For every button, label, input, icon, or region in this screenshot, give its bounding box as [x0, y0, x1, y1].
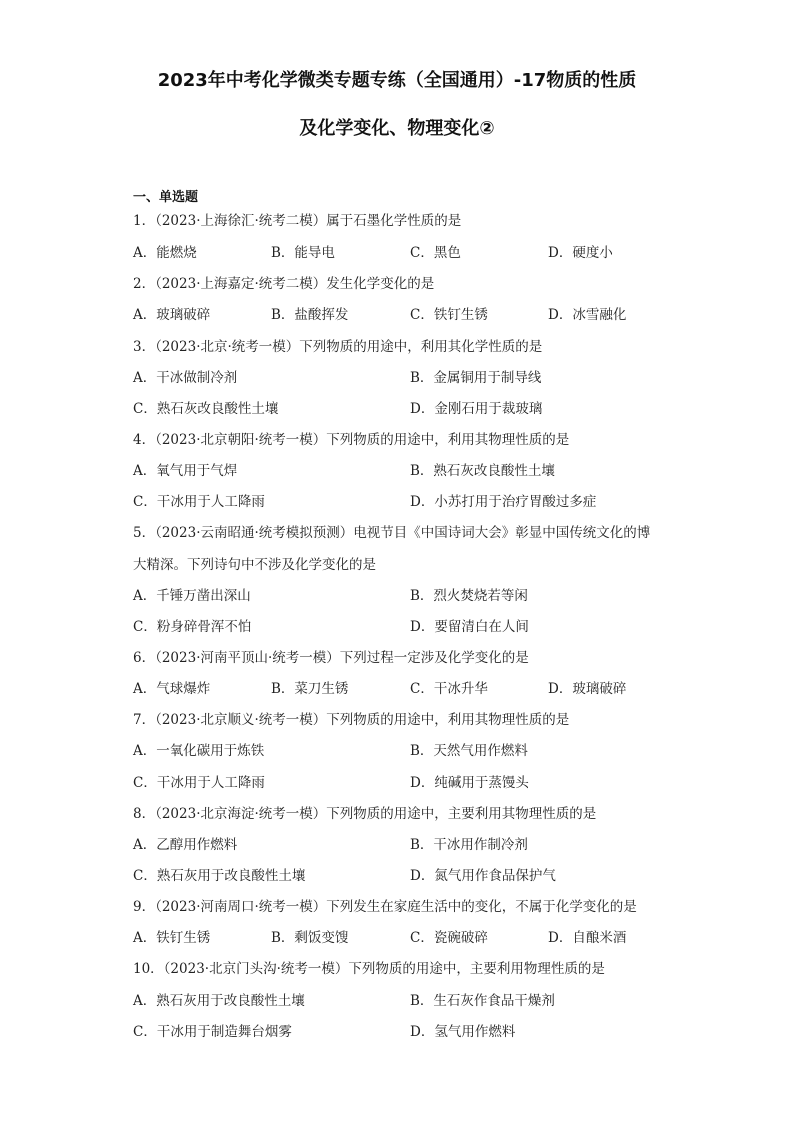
question-4-options-row-1 — [133, 461, 673, 481]
question-5-options-row-1 — [133, 586, 673, 606]
question-4-options-row-2 — [133, 492, 673, 512]
question-9-option-c[interactable]: C．瓷碗破碎 — [410, 930, 488, 946]
question-8-option-b[interactable]: B．干冰用作制冷剂 — [410, 837, 528, 853]
question-7-options-row-2 — [133, 773, 673, 793]
question-3-option-c[interactable]: C．熟石灰改良酸性土壤 — [133, 401, 279, 417]
question-6-option-b[interactable]: B．菜刀生锈 — [271, 681, 349, 697]
question-7-options-row-1 — [133, 741, 673, 761]
question-8-option-a[interactable]: A．乙醇用作燃料 — [133, 837, 238, 853]
question-4-option-b[interactable]: B．熟石灰改良酸性土壤 — [410, 463, 555, 479]
section-heading: 一、单选题 — [133, 190, 199, 205]
question-3-options-row-1 — [133, 368, 673, 388]
question-4-option-c[interactable]: C．干冰用于人工降雨 — [133, 494, 265, 510]
question-1-option-d[interactable]: D．硬度小 — [548, 245, 613, 261]
question-10-option-b[interactable]: B．生石灰作食品干燥剂 — [410, 993, 555, 1009]
question-7-option-a[interactable]: A．一氧化碳用于炼铁 — [133, 743, 265, 759]
question-4-option-a[interactable]: A．氧气用于气焊 — [133, 463, 238, 479]
question-9-option-a[interactable]: A．铁钉生锈 — [133, 930, 211, 946]
question-2-option-b[interactable]: B．盐酸挥发 — [271, 307, 349, 323]
question-1-options — [133, 243, 673, 263]
question-5-option-a[interactable]: A．千锤万凿出深山 — [133, 588, 251, 604]
question-10-option-a[interactable]: A．熟石灰用于改良酸性土壤 — [133, 993, 305, 1009]
question-5-option-c[interactable]: C．粉身碎骨浑不怕 — [133, 619, 252, 635]
question-6-option-d[interactable]: D．玻璃破碎 — [548, 681, 627, 697]
question-4-option-d[interactable]: D．小苏打用于治疗胃酸过多症 — [410, 494, 597, 510]
question-8-options-row-2 — [133, 866, 673, 886]
question-3-stem: 3．（2023·北京·统考一模）下列物质的用途中，利用其化学性质的是 — [133, 339, 543, 355]
question-5-option-d[interactable]: D．要留清白在人间 — [410, 619, 529, 635]
question-9-options — [133, 928, 673, 948]
question-5-stem-line-1: 5．（2023·云南昭通·统考模拟预测）电视节目《中国诗词大会》彰显中国传统文化的博 — [133, 525, 651, 541]
question-5-option-b[interactable]: B．烈火焚烧若等闲 — [410, 588, 528, 604]
question-2-options — [133, 305, 673, 325]
document-title-line-1: 2023年中考化学微类专题专练（全国通用）-17物质的性质 — [157, 70, 637, 91]
question-6-options — [133, 679, 673, 699]
question-6-stem: 6．（2023·河南平顶山·统考一模）下列过程一定涉及化学变化的是 — [133, 650, 529, 666]
question-3-options-row-2 — [133, 399, 673, 419]
question-6-option-c[interactable]: C．干冰升华 — [410, 681, 488, 697]
question-10-option-d[interactable]: D．氢气用作燃料 — [410, 1024, 516, 1040]
question-3-option-d[interactable]: D．金刚石用于裁玻璃 — [410, 401, 543, 417]
question-1-option-b[interactable]: B．能导电 — [271, 245, 335, 261]
question-8-stem: 8．（2023·北京海淀·统考一模）下列物质的用途中，主要利用其物理性质的是 — [133, 806, 597, 822]
question-10-options-row-2 — [133, 1022, 673, 1042]
question-2-option-a[interactable]: A．玻璃破碎 — [133, 307, 211, 323]
question-2-option-c[interactable]: C．铁钉生锈 — [410, 307, 488, 323]
question-6-option-a[interactable]: A．气球爆炸 — [133, 681, 211, 697]
question-1-option-a[interactable]: A．能燃烧 — [133, 245, 197, 261]
question-9-option-b[interactable]: B．剩饭变馊 — [271, 930, 349, 946]
question-4-stem: 4．（2023·北京朝阳·统考一模）下列物质的用途中，利用其物理性质的是 — [133, 432, 570, 448]
document-title-line-2: 及化学变化、物理变化② — [299, 118, 495, 139]
question-2-option-d[interactable]: D．冰雪融化 — [548, 307, 627, 323]
question-8-option-d[interactable]: D．氮气用作食品保护气 — [410, 868, 556, 884]
question-3-option-a[interactable]: A．干冰做制冷剂 — [133, 370, 238, 386]
question-9-option-d[interactable]: D．自酿米酒 — [548, 930, 627, 946]
question-7-option-d[interactable]: D．纯碱用于蒸馒头 — [410, 775, 529, 791]
question-5-options-row-2 — [133, 617, 673, 637]
question-7-option-c[interactable]: C．干冰用于人工降雨 — [133, 775, 265, 791]
question-8-option-c[interactable]: C．熟石灰用于改良酸性土壤 — [133, 868, 306, 884]
question-5-stem-line-2: 大精深。下列诗句中不涉及化学变化的是 — [133, 557, 376, 573]
question-7-option-b[interactable]: B．天然气用作燃料 — [410, 743, 528, 759]
question-1-option-c[interactable]: C．黑色 — [410, 245, 461, 261]
question-9-stem: 9．（2023·河南周口·统考一模）下列发生在家庭生活中的变化，不属于化学变化的是 — [133, 899, 637, 915]
question-10-option-c[interactable]: C．干冰用于制造舞台烟雾 — [133, 1024, 292, 1040]
question-8-options-row-1 — [133, 835, 673, 855]
question-2-stem: 2．（2023·上海嘉定·统考二模）发生化学变化的是 — [133, 276, 435, 292]
question-10-stem: 10．（2023·北京门头沟·统考一模）下列物质的用途中，主要利用物理性质的是 — [133, 961, 605, 977]
question-10-options-row-1 — [133, 991, 673, 1011]
question-1-stem: 1．（2023·上海徐汇·统考二模）属于石墨化学性质的是 — [133, 213, 462, 229]
question-3-option-b[interactable]: B．金属铜用于制导线 — [410, 370, 542, 386]
question-7-stem: 7．（2023·北京顺义·统考一模）下列物质的用途中，利用其物理性质的是 — [133, 712, 570, 728]
